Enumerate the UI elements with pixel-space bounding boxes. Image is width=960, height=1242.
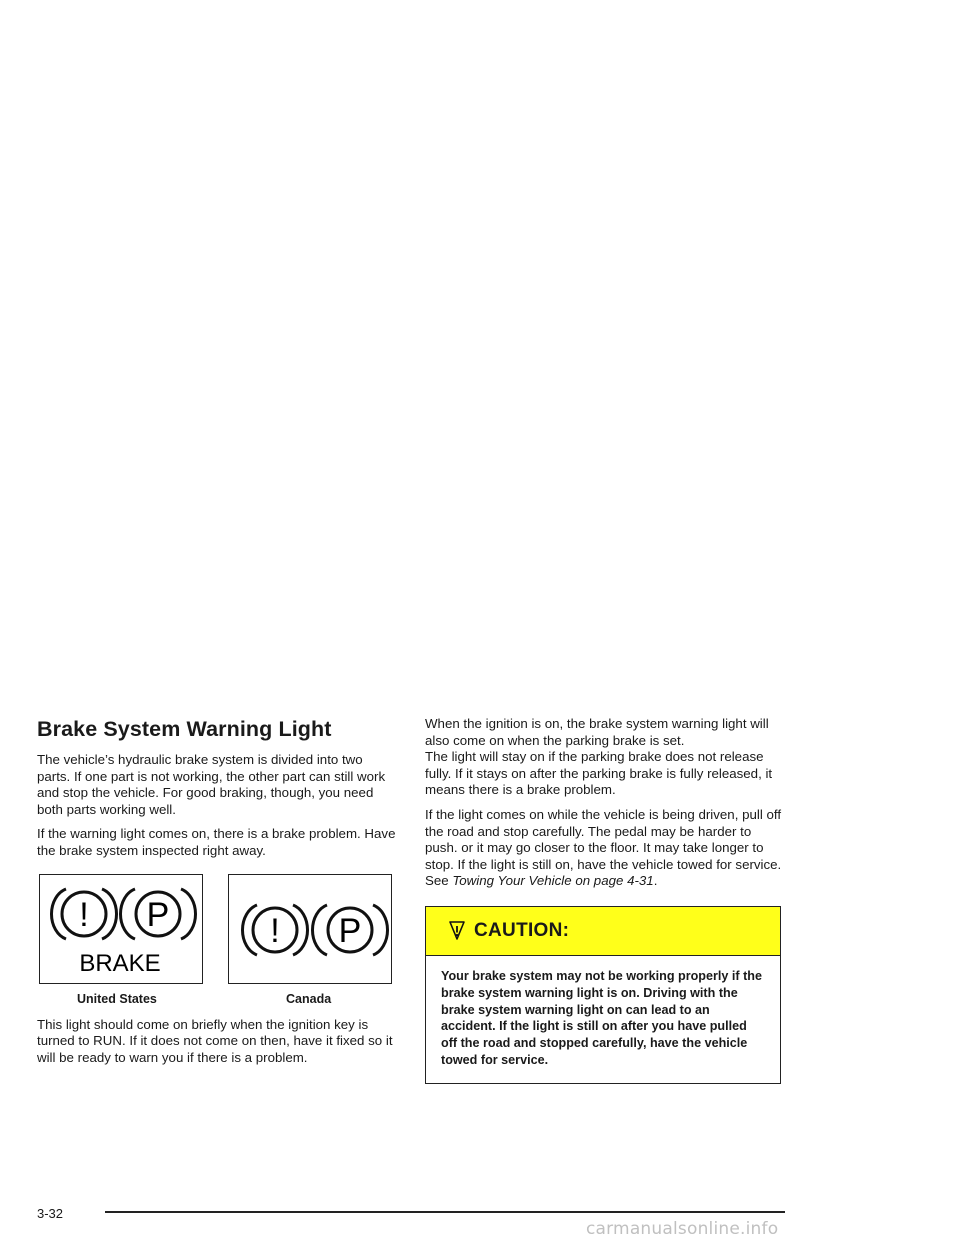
canada-caption: Canada	[286, 991, 332, 1006]
p-glyph: P	[338, 911, 362, 950]
right-column	[425, 716, 785, 1084]
brake-word: BRAKE	[79, 949, 161, 977]
driving-text: If the light comes on while the vehicle is being driven, pull off the road and stop carefully. The pedal may be harder to push. or it may go closer to the floor. It may take longer to stop. If the light is still on, have the vehicle towed for service. See	[425, 806, 782, 889]
exclaim-glyph: !	[79, 895, 89, 934]
site-watermark: carmanualsonline.info	[586, 1219, 779, 1239]
intro-paragraph: The vehicle’s hydraulic brake system is divided into two parts. If one part is not working, the other part can still work and stop the vehicle. For good braking, though, you need both parts working well.	[37, 752, 386, 817]
us-brake-lamp	[39, 874, 203, 984]
footer-rule	[105, 1211, 785, 1213]
warning-paragraph: If the warning light comes on, there is a brake problem. Have the brake system inspected right away.	[37, 826, 396, 858]
section-title: Brake System Warning Light	[37, 717, 332, 741]
exclaim-glyph: !	[270, 911, 280, 950]
parking-brake-line-1: When the ignition is on, the brake system warning light will also come on when the parking brake is set.	[425, 716, 769, 748]
page-number: 3-32	[37, 1206, 64, 1221]
driving-paragraph	[425, 807, 785, 890]
driving-text-end: .	[653, 873, 658, 889]
brake-lamp-figure	[37, 874, 399, 1009]
canada-brake-lamp	[228, 874, 392, 984]
parking-brake-line-2: The light will stay on if the parking brake does not release fully. If it stays on after the parking brake is fully released, it means there is a brake problem.	[425, 749, 773, 798]
parking-brake-paragraph	[425, 716, 785, 799]
caution-header	[426, 907, 780, 956]
towing-reference-link[interactable]: Towing Your Vehicle on page 4-31	[452, 873, 654, 889]
us-caption: United States	[77, 991, 157, 1006]
caution-title: CAUTION:	[474, 919, 570, 941]
caution-box	[425, 906, 781, 1084]
p-glyph: P	[146, 895, 170, 934]
left-column	[37, 716, 399, 1074]
caution-body: Your brake system may not be working properly if the brake system warning light is on. Driving with the brake system warning light on can lead to an accident. If the light is still on after you have pulled off the road and stopped carefully, have the vehicle towed for service.	[441, 968, 762, 1067]
warning-triangle-icon	[446, 920, 468, 942]
canada-brake-symbol-icon	[229, 875, 393, 985]
ignition-paragraph: This light should come on briefly when the ignition key is turned to RUN. If it does not come on then, have it fixed so it will be ready to warn you if there is a problem.	[37, 1016, 393, 1065]
us-brake-symbol-icon	[40, 875, 204, 985]
